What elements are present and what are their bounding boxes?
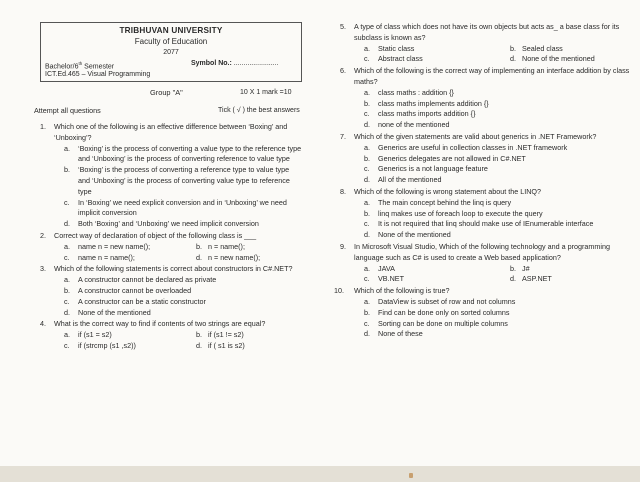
option-text: Both ‘Boxing’ and ‘Unboxing’ we need implicit conversion	[78, 219, 259, 229]
option-text: ASP.NET	[522, 274, 552, 284]
question-list-right	[334, 22, 630, 341]
answer-option	[54, 253, 178, 264]
option-text: In ‘Boxing’ we need explicit conversion and in ‘Unboxing’ we need implicit conversion	[78, 197, 287, 218]
answer-option	[354, 99, 630, 110]
answer-option	[354, 219, 630, 230]
option-text: Generics is a not language feature	[378, 164, 488, 174]
option-letter: b.	[364, 98, 370, 108]
option-text: if (s1 != s2)	[208, 330, 244, 340]
option-text: A constructor cannot be overloaded	[78, 285, 192, 295]
option-letter: c.	[64, 340, 70, 350]
option-letter: d.	[64, 307, 70, 317]
option-letter: c.	[364, 109, 370, 119]
answer-option	[54, 198, 302, 220]
option-letter: a.	[364, 296, 370, 306]
question-item	[340, 66, 630, 131]
option-row	[54, 242, 302, 253]
question-number: 10.	[334, 286, 344, 296]
option-letter: d.	[364, 230, 370, 240]
question-item	[40, 264, 302, 318]
option-text: JAVA	[378, 263, 395, 273]
question-item	[340, 242, 630, 285]
option-letter: d.	[510, 54, 516, 64]
question-item	[340, 132, 630, 186]
tick-instruction: Tick ( √ ) the best answers	[218, 107, 300, 114]
option-text: if ( s1 is s2)	[208, 340, 245, 350]
question-text: Which of the following is the correct way of implementing an interface addition by class maths?	[354, 66, 630, 86]
answer-option	[178, 330, 302, 341]
option-letter: d.	[364, 175, 370, 185]
answer-option	[354, 329, 630, 340]
question-number: 2.	[40, 230, 46, 240]
option-row	[54, 341, 302, 352]
question-text: Correct way of declaration of object of the following class is ___	[54, 230, 257, 240]
question-number: 9.	[340, 241, 346, 251]
answer-option	[354, 44, 492, 55]
option-letter: a.	[64, 143, 70, 153]
answer-option	[354, 264, 492, 275]
answer-option	[54, 297, 302, 308]
question-text: What is the correct way to find if contents of two strings are equal?	[54, 319, 266, 329]
program-text: Bachelor/6	[45, 63, 79, 71]
option-text: None of these	[378, 329, 423, 339]
scan-spot	[409, 473, 413, 478]
question-text: A type of class which does not have its own objects but acts as_ a base class for its subclass is known as?	[354, 22, 620, 42]
option-row	[54, 253, 302, 264]
option-text: A constructor cannot be declared as private	[78, 275, 217, 285]
question-number: 4.	[40, 319, 46, 329]
option-letter: c.	[364, 318, 370, 328]
question-item	[334, 286, 630, 340]
exam-header-box	[40, 22, 302, 82]
option-text: class maths imports addition {}	[378, 109, 476, 119]
question-number: 7.	[340, 131, 346, 141]
option-text: none of the mentioned	[378, 120, 450, 130]
answer-option	[54, 219, 302, 230]
group-row	[40, 88, 302, 100]
question-text: Which of the following statements is correct about constructors in C#.NET?	[54, 264, 293, 274]
option-letter: a.	[64, 330, 70, 340]
answer-option	[354, 109, 630, 120]
answer-option	[354, 120, 630, 131]
marks-scheme: 10 X 1 mark =10	[240, 89, 292, 96]
program-tail: Semester	[82, 63, 115, 71]
option-text: The main concept behind the linq is query	[378, 197, 512, 207]
instruction-row	[34, 106, 304, 118]
university-name: TRIBHUVAN UNIVERSITY	[119, 26, 223, 35]
option-letter: c.	[364, 164, 370, 174]
symbol-blank: .......................	[231, 60, 279, 67]
answer-option	[492, 274, 630, 285]
exam-year: 2077	[163, 49, 179, 56]
option-text: Generics are useful in collection classes in .NET framework	[378, 142, 568, 152]
question-number: 8.	[340, 186, 346, 196]
answer-option	[354, 308, 630, 319]
option-text: Sorting can be done on multiple columns	[378, 318, 508, 328]
answer-option	[354, 54, 492, 65]
option-text: Abstract class	[378, 54, 423, 64]
question-text: Which of the following is true?	[354, 286, 450, 296]
option-letter: d.	[196, 340, 202, 350]
question-item	[40, 319, 302, 351]
option-letter: d.	[64, 219, 70, 229]
symbol-label: Symbol No.:	[191, 60, 232, 67]
answer-option	[178, 253, 302, 264]
answer-option	[354, 319, 630, 330]
option-letter: a.	[364, 87, 370, 97]
option-letter: b.	[196, 241, 202, 251]
option-letter: d.	[196, 252, 202, 262]
option-letter: c.	[64, 296, 70, 306]
question-number: 6.	[340, 66, 346, 76]
option-letter: c.	[64, 197, 70, 207]
option-row	[54, 330, 302, 341]
question-item	[340, 187, 630, 241]
option-text: n = name();	[208, 241, 245, 251]
answer-option	[492, 264, 630, 275]
option-text: None of the mentioned	[378, 230, 451, 240]
option-letter: a.	[364, 43, 370, 53]
option-text: None of the mentioned	[78, 307, 151, 317]
option-letter: a.	[364, 263, 370, 273]
option-row	[354, 274, 630, 285]
option-text: n = new name();	[208, 252, 261, 262]
option-text: class maths : addition {}	[378, 87, 454, 97]
answer-option	[354, 230, 630, 241]
answer-option	[54, 308, 302, 319]
answer-option	[354, 297, 630, 308]
question-list-left	[40, 122, 302, 353]
option-letter: c.	[64, 252, 70, 262]
option-letter: d.	[364, 329, 370, 339]
option-text: None of the mentioned	[522, 54, 595, 64]
scan-bottom-edge	[0, 466, 640, 482]
option-letter: b.	[64, 165, 70, 175]
answer-option	[178, 242, 302, 253]
option-text: linq makes use of foreach loop to execute the query	[378, 208, 543, 218]
answer-option	[354, 143, 630, 154]
option-text: DataView is subset of row and not columns	[378, 296, 516, 306]
question-text: Which of the following is wrong statement about the LINQ?	[354, 186, 541, 196]
answer-option	[354, 198, 630, 209]
question-number: 5.	[340, 22, 346, 31]
option-letter: c.	[364, 274, 370, 284]
option-text: if (s1 = s2)	[78, 330, 112, 340]
question-number: 3.	[40, 264, 46, 274]
option-text: J#	[522, 263, 530, 273]
option-text: Find can be done only on sorted columns	[378, 307, 510, 317]
answer-option	[54, 330, 178, 341]
option-letter: c.	[364, 54, 370, 64]
option-letter: a.	[364, 197, 370, 207]
program-sup: th	[78, 61, 83, 66]
answer-option	[492, 44, 630, 55]
answer-option	[178, 341, 302, 352]
option-letter: d.	[364, 120, 370, 130]
option-letter: c.	[364, 219, 370, 229]
option-text: It is not required that linq should make use of IEnumerable interface	[378, 219, 594, 229]
option-text: name n = name();	[78, 252, 135, 262]
option-text: A constructor can be a static constructor	[78, 296, 206, 306]
answer-option	[54, 341, 178, 352]
question-number: 1.	[40, 122, 46, 131]
option-text: VB.NET	[378, 274, 404, 284]
option-text: Static class	[378, 43, 415, 53]
option-letter: b.	[510, 263, 516, 273]
option-letter: b.	[64, 285, 70, 295]
answer-option	[354, 88, 630, 99]
option-row	[354, 44, 630, 55]
symbol-number	[191, 59, 279, 70]
option-text: Sealed class	[522, 43, 563, 53]
question-item	[340, 22, 630, 65]
group-title: Group "A"	[150, 88, 183, 97]
option-letter: b.	[196, 330, 202, 340]
question-item	[40, 122, 302, 230]
answer-option	[354, 164, 630, 175]
option-letter: b.	[364, 307, 370, 317]
attempt-instruction: Attempt all questions	[34, 106, 101, 115]
option-letter: a.	[64, 275, 70, 285]
answer-option	[54, 242, 178, 253]
answer-option	[354, 274, 492, 285]
option-letter: d.	[510, 274, 516, 284]
answer-option	[54, 144, 302, 166]
faculty-name: Faculty of Education	[134, 37, 208, 46]
option-letter: a.	[64, 241, 70, 251]
answer-option	[54, 275, 302, 286]
answer-option	[54, 165, 302, 197]
option-text: ‘Boxing’ is the process of converting a value type to the reference type and ‘Unboxing’ is the process of converting reference to value type	[78, 143, 302, 164]
course-code: ICT.Ed.465 – Visual Programming	[45, 71, 151, 78]
option-row	[354, 264, 630, 275]
answer-option	[492, 54, 630, 65]
option-text: if (strcmp (s1 ,s2))	[78, 340, 136, 350]
question-text: In Microsoft Visual Studio, Which of the following technology and a programming language such as C# is used to create a Web based application?	[354, 241, 610, 262]
option-text: class maths implements addition {}	[378, 98, 489, 108]
question-text: Which of the given statements are valid about generics in .NET Framework?	[354, 131, 597, 141]
option-letter: a.	[364, 142, 370, 152]
question-item	[40, 231, 302, 263]
option-row	[354, 54, 630, 65]
option-text: name n = new name();	[78, 241, 151, 251]
option-text: ‘Boxing’ is the process of converting a reference type to value type and ‘Unboxing’ is the process of converting value type to reference type	[78, 165, 290, 196]
answer-option	[354, 209, 630, 220]
option-letter: b.	[364, 208, 370, 218]
answer-option	[354, 175, 630, 186]
option-text: All of the mentioned	[378, 175, 442, 185]
option-letter: b.	[510, 43, 516, 53]
answer-option	[354, 154, 630, 165]
answer-option	[54, 286, 302, 297]
option-text: Generics delegates are not allowed in C#.NET	[378, 153, 526, 163]
option-letter: b.	[364, 153, 370, 163]
question-text: Which one of the following is an effective difference between ‘Boxing’ and ‘Unboxing’?	[54, 122, 288, 142]
